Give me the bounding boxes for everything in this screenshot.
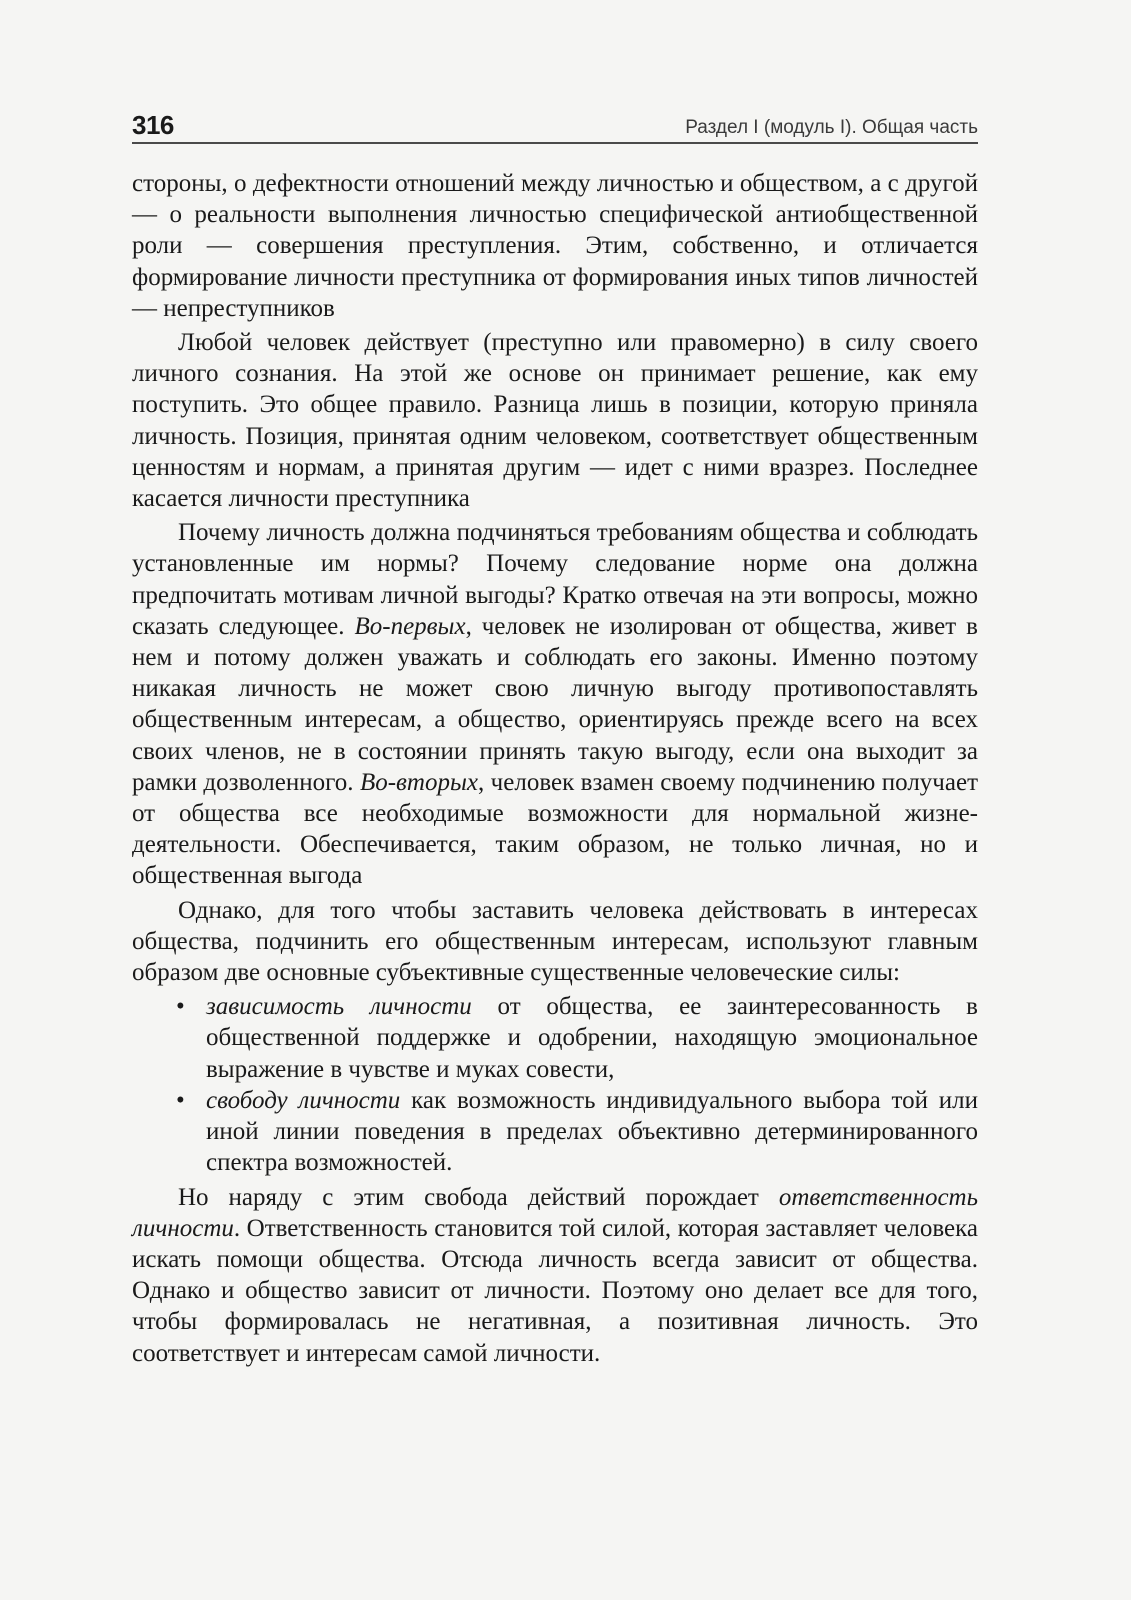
paragraph-5 — [132, 1182, 978, 1369]
bullet-text: от общества, ее заинтересованность в общественной поддержке и одобрении, находящую эмоциональное выражение в чувстве и муках совести, — [206, 993, 978, 1083]
paragraph-3 — [132, 517, 978, 891]
emphasis-responsibility: ответственность личности — [132, 1183, 978, 1242]
bullet-term: свободу личности — [206, 1086, 401, 1114]
bullet-item-freedom — [206, 1085, 978, 1179]
page-header — [132, 100, 978, 144]
emphasis-second: Во-вторых — [359, 768, 478, 796]
emphasis-first: Во-первых — [354, 612, 466, 640]
paragraph-2: Любой человек действует (преступно или правомерно) в силу своего личного сознания. На этой же основе он принимает решение, как ему поступить. Это общее правило. Разница лишь в позиции, которую приняла личность. Позиция, принятая одним человеком, соответствует общественным ценностям и нормам, а принятая другим — идет с ними вразрез. Последнее касается личности преступника — [132, 329, 978, 513]
bullet-list — [132, 991, 978, 1178]
running-head: Раздел I (модуль I). Общая часть — [685, 117, 978, 138]
paragraph-4: Однако, для того чтобы заставить человека действовать в интересах общества, подчинить его общественным интересам, используют главным образом две основные субъективные существенные человеческие силы: — [132, 896, 978, 987]
paragraph-3-text-a: Почему личность должна подчиняться требованиям общества и соблюдать установленные им нормы? Почему следование норме она должна предпочитать мотивам личной выгоды? Кратко отвечая на эти вопросы, можно сказать следующее. — [132, 519, 978, 640]
body-text — [132, 168, 978, 1369]
book-page — [132, 100, 978, 1369]
bullet-text: как возможность индивидуального выбора той или иной линии поведения в пределах объективно детерминированного спектра возможностей. — [206, 1086, 978, 1177]
paragraph-5-text-a: Но наряду с этим свобода действий порождает — [178, 1183, 779, 1211]
paragraph-3-text-b: , человек не изолирован от общества, живет в нем и потому должен уважать и соблюдать его законы. Именно поэтому никакая личность не может свою личную выгоду противопоставлять общественным интересам, а общество, ориентируясь прежде всего на всех своих членов, не в состоянии принять такую выгоду, если она выходит за рамки дозволенного. — [132, 612, 978, 796]
paragraph-5-text-b: . Ответственность становится той силой, которая заставляет человека искать помощи общества. Отсюда личность всегда зависит от общества. Однако и общество зависит от личности. Поэтому оно делает все для того, чтобы формировалась не негативная, а позитивная личность. Это соответствует и интересам самой личности. — [132, 1214, 978, 1367]
paragraph-3-text-c: , человек взамен своему подчинению получает от общества все необходимые возможности для нормальной жизнедеятельности. Обеспечивается, таким образом, не только личная, но и общественная выгода — [132, 768, 978, 890]
paragraph-1: стороны, о дефектности отношений между личностью и обществом, а с другой — о реальности выполнения личностью специфической антиобщественной роли — совершения преступления. Этим, собственно, и отличается формирование личности преступника от формирования иных типов личностей — непреступников — [132, 170, 978, 322]
bullet-item-dependence — [206, 991, 978, 1085]
page-number: 316 — [132, 110, 174, 140]
bullet-term: зависимость личности — [206, 993, 472, 1021]
